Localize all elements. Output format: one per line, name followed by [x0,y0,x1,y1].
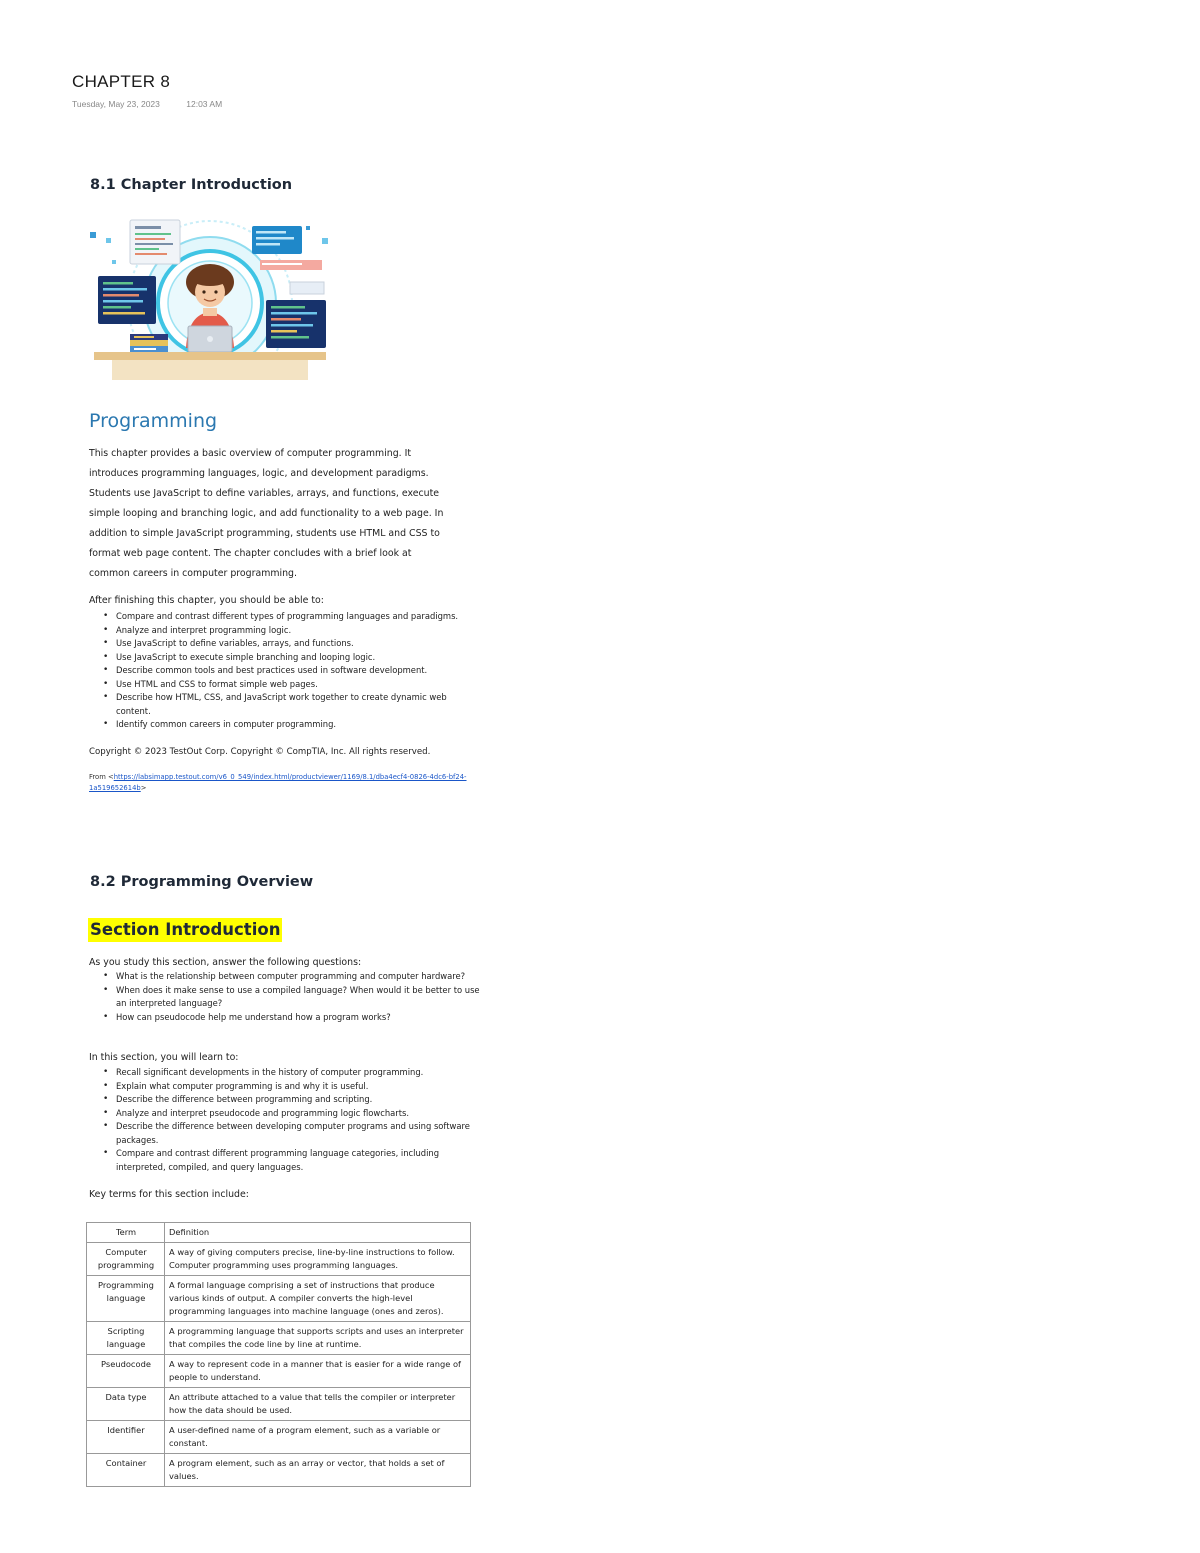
intro-line: addition to simple JavaScript programming, students use HTML and CSS to [89,528,440,539]
list-item: • Describe the difference between developing computer programs and using software packages. [103,1120,483,1147]
list-item: • Describe how HTML, CSS, and JavaScript work together to create dynamic web content. [103,691,483,718]
term-cell: Identifier [87,1421,165,1454]
intro-line: common careers in computer programming. [89,568,297,579]
table-header-row [87,1223,471,1243]
intro-paragraph [89,444,489,584]
source-prefix: From < [89,773,114,781]
copyright-notice: Copyright © 2023 TestOut Corp. Copyright © CompTIA, Inc. All rights reserved. [89,747,431,757]
term-cell: Scripting language [87,1322,165,1355]
learn-lead: In this section, you will learn to: [89,1052,239,1063]
intro-line: This chapter provides a basic overview of computer programming. It [89,448,412,459]
list-item: • Recall significant developments in the history of computer programming. [103,1066,483,1080]
term-cell: Pseudocode [87,1355,165,1388]
column-header-term: Term [87,1223,165,1243]
table-row [87,1322,471,1355]
key-terms-table [86,1222,471,1487]
intro-line: Students use JavaScript to define variables, arrays, and functions, execute [89,488,440,499]
list-item: • When does it make sense to use a compiled language? When would it be better to use an interpreted language? [103,984,483,1011]
programmer-illustration [90,208,330,380]
learn-list [103,1066,483,1174]
section-heading-8-1: 8.1 Chapter Introduction [90,177,293,193]
list-item: • Analyze and interpret programming logic. [103,624,483,638]
table-row [87,1276,471,1322]
definition-cell: A program element, such as an array or vector, that holds a set of values. [165,1454,471,1487]
list-item: • Compare and contrast different types of programming languages and paradigms. [103,610,483,624]
term-cell: Container [87,1454,165,1487]
objectives-lead: After finishing this chapter, you should be able to: [89,595,324,606]
column-header-definition: Definition [165,1223,471,1243]
list-item: • How can pseudocode help me understand how a program works? [103,1011,483,1025]
list-item: • Explain what computer programming is and why it is useful. [103,1080,483,1094]
definition-cell: A formal language comprising a set of instructions that produce various kinds of output. A compiler converts the high-level programming languages into machine language (ones and zeros). [165,1276,471,1322]
term-cell: Computer programming [87,1243,165,1276]
table-row [87,1454,471,1487]
intro-line: simple looping and branching logic, and add functionality to a web page. In [89,508,444,519]
table-row [87,1355,471,1388]
term-cell: Programming language [87,1276,165,1322]
definition-cell: A user-defined name of a program element, such as a variable or constant. [165,1421,471,1454]
definition-cell: An attribute attached to a value that tells the compiler or interpreter how the data should be used. [165,1388,471,1421]
intro-line: format web page content. The chapter concludes with a brief look at [89,548,412,559]
highlighted-heading: Section Introduction [88,918,282,942]
topic-heading: Programming [89,410,218,432]
term-cell: Data type [87,1388,165,1421]
terms-lead: Key terms for this section include: [89,1189,249,1200]
source-suffix: > [140,784,147,792]
list-item: • Compare and contrast different programming language categories, including interpreted, compiled, and query languages. [103,1147,483,1174]
list-item: • Use JavaScript to define variables, arrays, and functions. [103,637,483,651]
definition-cell: A way to represent code in a manner that is easier for a wide range of people to understand. [165,1355,471,1388]
table-row [87,1388,471,1421]
intro-line: introduces programming languages, logic, and development paradigms. [89,468,429,479]
objectives-list [103,610,483,732]
questions-lead: As you study this section, answer the following questions: [89,957,362,968]
page-title: CHAPTER 8 [72,72,171,91]
questions-list [103,970,483,1024]
list-item: • Analyze and interpret pseudocode and programming logic flowcharts. [103,1107,483,1121]
table-row [87,1421,471,1454]
list-item: • Use JavaScript to execute simple branching and looping logic. [103,651,483,665]
table-row [87,1243,471,1276]
page-date: Tuesday, May 23, 2023 [72,99,160,109]
list-item: • Use HTML and CSS to format simple web pages. [103,678,483,692]
page-time: 12:03 AM [186,99,223,109]
source-link[interactable]: https://labsimapp.testout.com/v6_0_549/index.html/productviewer/1169/8.1/dba4ecf4-0826-4dc6-bf24-1a519652614b [89,773,467,792]
list-item: • Describe common tools and best practices used in software development. [103,664,483,678]
section-heading-8-2: 8.2 Programming Overview [90,874,314,890]
list-item: • Describe the difference between programming and scripting. [103,1093,483,1107]
definition-cell: A way of giving computers precise, line-by-line instructions to follow. Computer programming uses programming languages. [165,1243,471,1276]
page-meta [72,99,222,109]
source-line [89,772,469,794]
list-item: • What is the relationship between computer programming and computer hardware? [103,970,483,984]
definition-cell: A programming language that supports scripts and uses an interpreter that compiles the code line by line at runtime. [165,1322,471,1355]
list-item: • Identify common careers in computer programming. [103,718,483,732]
